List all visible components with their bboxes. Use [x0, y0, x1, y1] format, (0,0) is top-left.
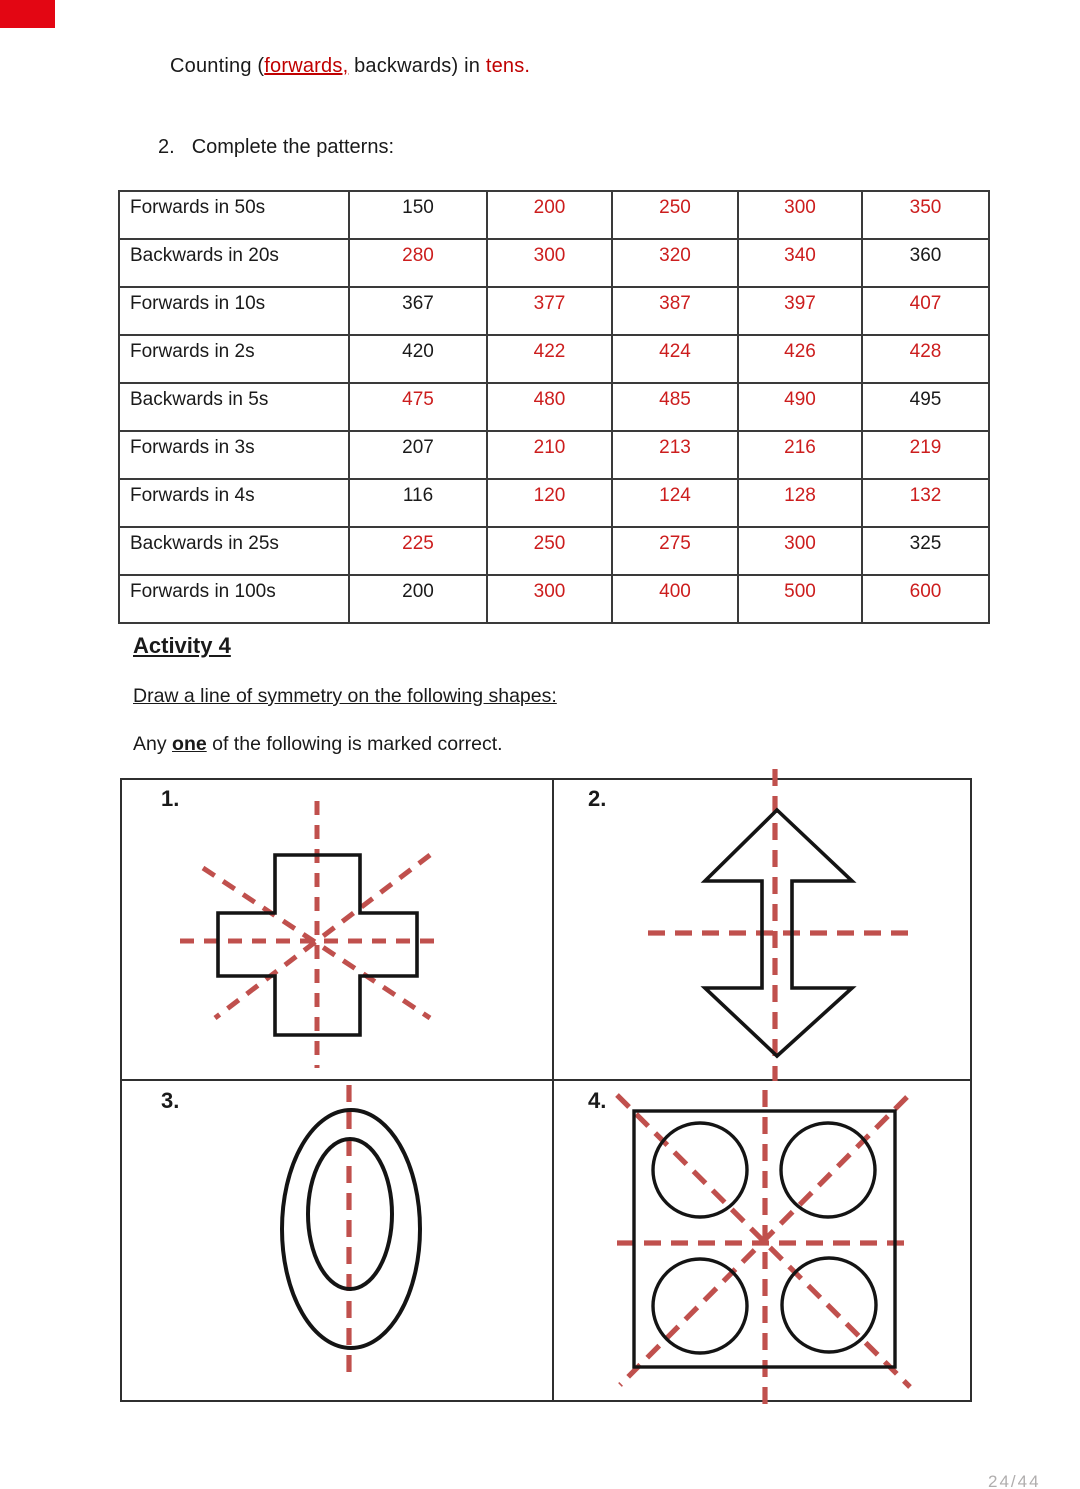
pattern-table: [118, 190, 990, 624]
row-label: Backwards in 5s: [119, 383, 349, 431]
pattern-value: 426: [738, 335, 862, 383]
pattern-value: 150: [349, 191, 487, 239]
question-line: [158, 136, 394, 159]
pattern-value: 300: [738, 527, 862, 575]
pattern-value: 213: [612, 431, 738, 479]
note-prefix: Any: [133, 733, 173, 755]
pattern-value: 210: [487, 431, 612, 479]
pattern-value: 200: [349, 575, 487, 623]
question-number: 2.: [158, 136, 175, 158]
note-one: one: [172, 733, 207, 755]
table-row: [119, 287, 989, 335]
pattern-value: 225: [349, 527, 487, 575]
shape-label-3: 3.: [161, 1088, 180, 1113]
table-row: [119, 431, 989, 479]
heading-tens: tens.: [485, 55, 531, 77]
pattern-value: 219: [862, 431, 989, 479]
pattern-value: 350: [862, 191, 989, 239]
row-label: Forwards in 2s: [119, 335, 349, 383]
pattern-value: 480: [487, 383, 612, 431]
inner-ellipse: [308, 1139, 392, 1289]
pattern-value: 320: [612, 239, 738, 287]
row-label: Forwards in 3s: [119, 431, 349, 479]
pattern-value: 200: [487, 191, 612, 239]
pattern-value: 300: [738, 191, 862, 239]
pattern-value: 325: [862, 527, 989, 575]
pattern-table-body: [119, 191, 989, 623]
double-arrow-outline: [705, 810, 852, 1056]
pattern-value: 275: [612, 527, 738, 575]
circle-bottom-left: [653, 1259, 747, 1353]
pattern-value: 424: [612, 335, 738, 383]
pattern-value: 280: [349, 239, 487, 287]
table-row: [119, 527, 989, 575]
pattern-value: 387: [612, 287, 738, 335]
pattern-value: 132: [862, 479, 989, 527]
row-label: Forwards in 100s: [119, 575, 349, 623]
shapes-canvas: [120, 778, 972, 1402]
activity-note: [133, 733, 503, 756]
shapes-grid: [120, 778, 972, 1402]
table-row: [119, 383, 989, 431]
activity-instruction: Draw a line of symmetry on the following shapes:: [133, 685, 557, 707]
arrow-symmetry-lines: [648, 769, 910, 1081]
shape-label-1: 1.: [161, 786, 180, 811]
row-label: Forwards in 10s: [119, 287, 349, 335]
pattern-value: 120: [487, 479, 612, 527]
shape-label-2: 2.: [588, 786, 607, 811]
pattern-value: 300: [487, 239, 612, 287]
pattern-value: 367: [349, 287, 487, 335]
pattern-value: 500: [738, 575, 862, 623]
pattern-value: 250: [487, 527, 612, 575]
pattern-value: 600: [862, 575, 989, 623]
table-row: [119, 575, 989, 623]
pattern-value: 360: [862, 239, 989, 287]
ellipse-shape: [282, 1085, 420, 1375]
circle-top-right: [781, 1123, 875, 1217]
pattern-value: 490: [738, 383, 862, 431]
table-row: [119, 335, 989, 383]
table-row: [119, 239, 989, 287]
pattern-value: 377: [487, 287, 612, 335]
row-label: Backwards in 20s: [119, 239, 349, 287]
pattern-value: 400: [612, 575, 738, 623]
note-suffix: of the following is marked correct.: [206, 733, 503, 755]
shape-label-4: 4.: [588, 1088, 607, 1113]
pattern-value: 397: [738, 287, 862, 335]
heading-prefix: Counting (: [170, 55, 265, 77]
pattern-value: 116: [349, 479, 487, 527]
table-row: [119, 191, 989, 239]
circle-top-left: [653, 1123, 747, 1217]
page-title: [170, 55, 530, 78]
square-symmetry-lines: [617, 1090, 913, 1409]
row-label: Backwards in 25s: [119, 527, 349, 575]
table-row: [119, 479, 989, 527]
double-arrow-shape: [648, 769, 910, 1081]
pattern-value: 475: [349, 383, 487, 431]
row-label: Forwards in 50s: [119, 191, 349, 239]
pattern-value: 216: [738, 431, 862, 479]
corner-marker: [0, 0, 55, 28]
square-circles-shape: [617, 1090, 913, 1409]
question-text: Complete the patterns:: [191, 136, 395, 158]
cross-shape: [180, 801, 442, 1068]
pattern-value: 300: [487, 575, 612, 623]
symmetry-line-diagonal-2: [215, 855, 430, 1018]
pattern-value: 340: [738, 239, 862, 287]
pattern-value: 422: [487, 335, 612, 383]
pattern-value: 124: [612, 479, 738, 527]
pattern-value: 250: [612, 191, 738, 239]
heading-middle: backwards) in: [348, 55, 486, 77]
pattern-value: 428: [862, 335, 989, 383]
row-label: Forwards in 4s: [119, 479, 349, 527]
page-indicator: 24/44: [988, 1472, 1041, 1489]
heading-forwards: forwards,: [264, 55, 349, 77]
pattern-value: 128: [738, 479, 862, 527]
pattern-value: 207: [349, 431, 487, 479]
pattern-value: 495: [862, 383, 989, 431]
pattern-value: 407: [862, 287, 989, 335]
pattern-value: 485: [612, 383, 738, 431]
pattern-value: 420: [349, 335, 487, 383]
activity-title: Activity 4: [133, 633, 231, 658]
